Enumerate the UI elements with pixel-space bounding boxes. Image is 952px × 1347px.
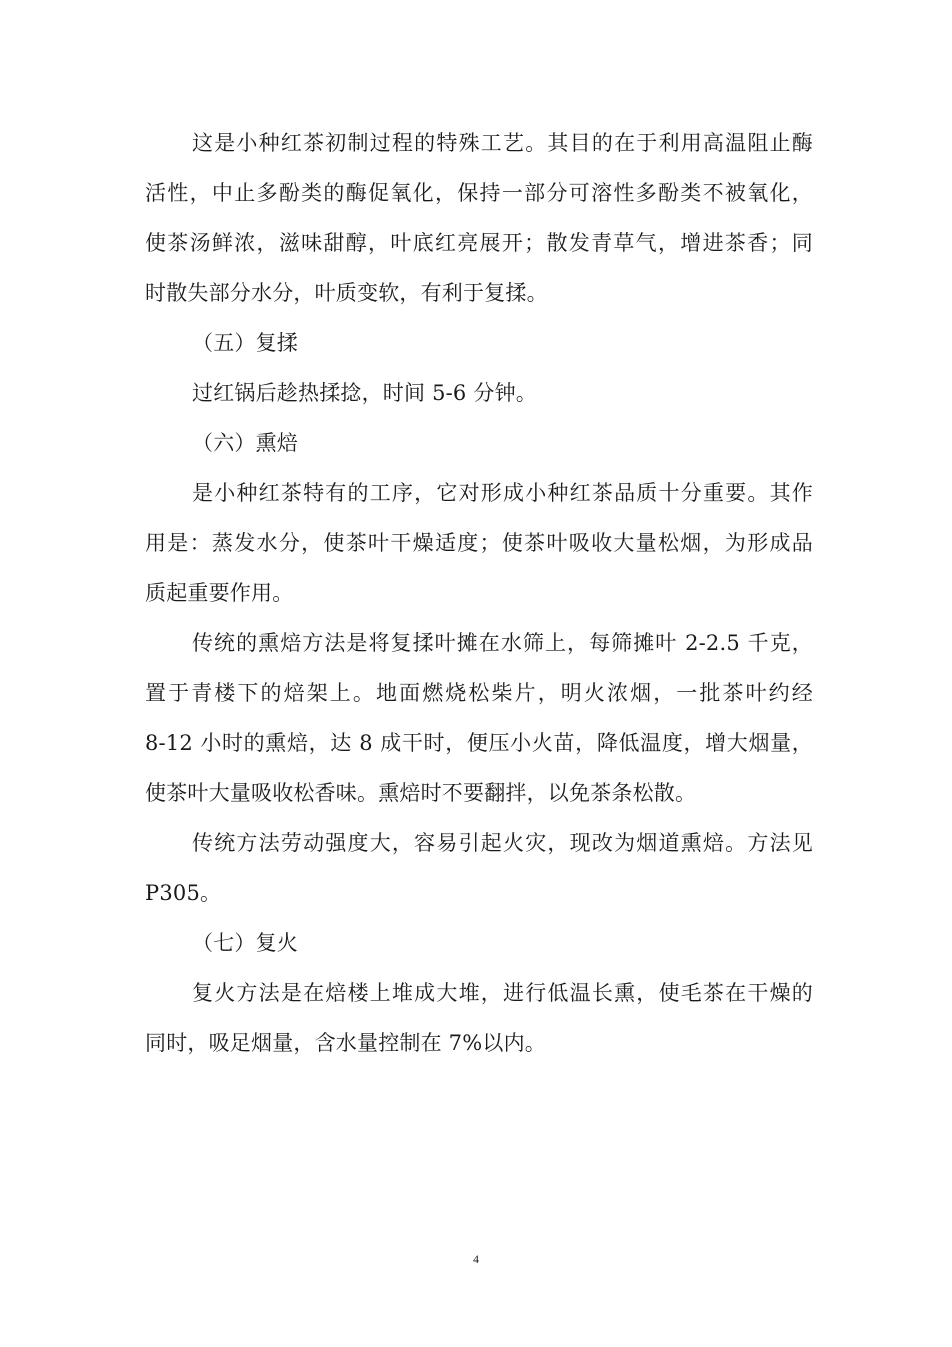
section-heading: （七）复火 bbox=[192, 931, 298, 955]
text-line: 传统方法劳动强度大，容易引起火灾，现改为烟道熏焙。方法见 bbox=[192, 831, 813, 855]
text-line: 用是：蒸发水分，使茶叶干燥适度；使茶叶吸收大量松烟，为形成品 bbox=[145, 531, 813, 555]
text-line: 过红锅后趁热揉捻，时间 5-6 分钟。 bbox=[192, 381, 537, 405]
section-heading: （六）熏焙 bbox=[192, 431, 298, 455]
text-line: 复火方法是在焙楼上堆成大堆，进行低温长熏，使毛茶在干燥的 bbox=[192, 981, 813, 1005]
body-text bbox=[145, 118, 813, 1068]
text-line: 活性，中止多酚类的酶促氧化，保持一部分可溶性多酚类不被氧化， bbox=[145, 181, 813, 205]
text-line: 置于青楼下的焙架上。地面燃烧松柴片，明火浓烟，一批茶叶约经 bbox=[145, 681, 813, 705]
text-line: 这是小种红茶初制过程的特殊工艺。其目的在于利用高温阻止酶 bbox=[192, 131, 813, 155]
text-line: 同时，吸足烟量，含水量控制在 7%以内。 bbox=[145, 1031, 546, 1055]
text-line: P305。 bbox=[145, 881, 222, 905]
text-line: 传统的熏焙方法是将复揉叶摊在水筛上，每筛摊叶 2-2.5 千克， bbox=[192, 631, 813, 655]
text-line: 是小种红茶特有的工序，它对形成小种红茶品质十分重要。其作 bbox=[192, 481, 813, 505]
text-line: 时散失部分水分，叶质变软，有利于复揉。 bbox=[145, 281, 548, 305]
text-line: 8-12 小时的熏焙，达 8 成干时，便压小火苗，降低温度，增大烟量， bbox=[145, 731, 813, 755]
text-line: 使茶汤鲜浓，滋味甜醇，叶底红亮展开；散发青草气，增进茶香；同 bbox=[145, 231, 813, 255]
page-number: 4 bbox=[473, 1252, 479, 1266]
section-heading: （五）复揉 bbox=[192, 331, 298, 355]
text-line: 质起重要作用。 bbox=[145, 581, 294, 605]
text-line: 使茶叶大量吸收松香味。熏焙时不要翻拌，以免茶条松散。 bbox=[145, 781, 697, 805]
